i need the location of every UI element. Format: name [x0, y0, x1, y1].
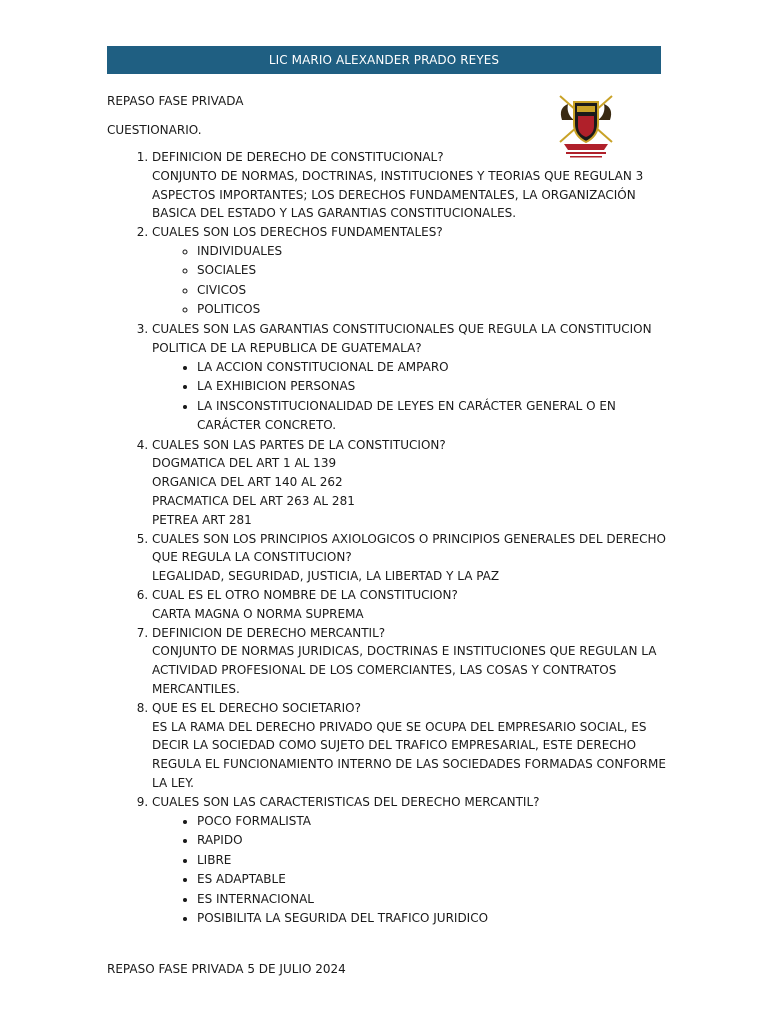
question-item	[152, 530, 667, 586]
answer-list	[152, 242, 667, 320]
question-text: 8. QUE ES EL DERECHO SOCIETARIO?	[152, 700, 361, 715]
answer-list-item: • ES ADAPTABLE	[197, 870, 667, 890]
question-text: 7. DEFINICION DE DERECHO MERCANTIL?	[152, 625, 386, 640]
questionnaire	[107, 148, 667, 929]
answer-line: DOGMATICA DEL ART 1 AL 139	[152, 456, 337, 471]
answer-list-item: • POCO FORMALISTA	[197, 812, 667, 832]
question-item	[152, 436, 667, 530]
question-list	[107, 148, 667, 929]
question-item	[152, 624, 667, 699]
header-bar	[107, 46, 661, 74]
answer-text: CONJUNTO DE NORMAS, DOCTRINAS, INSTITUCIONES Y TEORIAS QUE REGULAN 3 ASPECTOS IMPORTANTES; LOS DERECHOS FUNDAMENTALES, LA ORGANIZACIÓN BASICA DEL ESTADO Y LAS GARANTIAS CONSTITUCIONALES.	[152, 168, 644, 221]
answer-list-item: ◦ CIVICOS	[197, 281, 667, 301]
page-footer: REPASO FASE PRIVADA 5 DE JULIO 2024	[107, 962, 346, 976]
question-text: 9. CUALES SON LAS CARACTERISTICAS DEL DERECHO MERCANTIL?	[152, 794, 540, 809]
answer-list-item: • LA EXHIBICION PERSONAS	[197, 377, 667, 397]
question-item	[152, 793, 667, 929]
question-text: 5. CUALES SON LOS PRINCIPIOS AXIOLOGICOS O PRINCIPIOS GENERALES DEL DERECHO QUE REGULA LA CONSTITUCION?	[152, 531, 666, 565]
answer-text: CONJUNTO DE NORMAS JURIDICAS, DOCTRINAS E INSTITUCIONES QUE REGULAN LA ACTIVIDAD PROFESIONAL DE LOS COMERCIANTES, LAS COSAS Y CONTRATOS MERCANTILES.	[152, 644, 657, 696]
answer-list-item: ◦ INDIVIDUALES	[197, 242, 667, 262]
question-item	[152, 699, 667, 793]
answer-text: CARTA MAGNA O NORMA SUPREMA	[152, 606, 364, 621]
doc-subtitle: REPASO FASE PRIVADA	[107, 94, 244, 108]
question-text: 2. CUALES SON LOS DERECHOS FUNDAMENTALES?	[152, 225, 443, 240]
question-item	[152, 223, 667, 320]
answer-text: ES LA RAMA DEL DERECHO PRIVADO QUE SE OCUPA DEL EMPRESARIO SOCIAL, ES DECIR LA SOCIEDAD COMO SUJETO DEL TRAFICO EMPRESARIAL, ESTE DERECHO REGULA EL FUNCIONAMIENTO INTERNO DE LAS SOCIEDADES FORMADAS CONFORME LA LEY.	[152, 719, 666, 790]
answer-list-item: ◦ SOCIALES	[197, 261, 667, 281]
question-text: 6. CUAL ES EL OTRO NOMBRE DE LA CONSTITUCION?	[152, 587, 458, 602]
question-text: 1. DEFINICION DE DERECHO DE CONSTITUCIONAL?	[152, 150, 444, 164]
question-item	[152, 586, 667, 624]
answer-line: PRACMATICA DEL ART 263 AL 281	[152, 493, 355, 508]
answer-list-item: ◦ POLITICOS	[197, 300, 667, 320]
question-item	[152, 320, 667, 436]
header-title: LIC MARIO ALEXANDER PRADO REYES	[268, 53, 500, 67]
answer-list-item: • LA INSCONSTITUCIONALIDAD DE LEYES EN CARÁCTER GENERAL O EN CARÁCTER CONCRETO.	[197, 397, 667, 436]
answer-list-item: • ES INTERNACIONAL	[197, 890, 667, 910]
question-text: 3. CUALES SON LAS GARANTIAS CONSTITUCIONALES QUE REGULA LA CONSTITUCION POLITICA DE LA REPUBLICA DE GUATEMALA?	[152, 321, 652, 355]
answer-list	[152, 812, 667, 929]
answer-list-item: • POSIBILITA LA SEGURIDA DEL TRAFICO JURIDICO	[197, 909, 667, 929]
question-text: 4. CUALES SON LAS PARTES DE LA CONSTITUCION?	[152, 437, 446, 452]
question-item	[152, 148, 667, 223]
answer-line: PETREA ART 281	[152, 512, 252, 527]
answer-list-item: • LIBRE	[197, 851, 667, 871]
section-title: CUESTIONARIO.	[107, 123, 202, 137]
answer-text: LEGALIDAD, SEGURIDAD, JUSTICIA, LA LIBERTAD Y LA PAZ	[152, 569, 500, 584]
answer-list-item: • RAPIDO	[197, 831, 667, 851]
answer-list-item: • LA ACCION CONSTITUCIONAL DE AMPARO	[197, 358, 667, 378]
answer-line: ORGANICA DEL ART 140 AL 262	[152, 475, 343, 490]
answer-list	[152, 358, 667, 436]
